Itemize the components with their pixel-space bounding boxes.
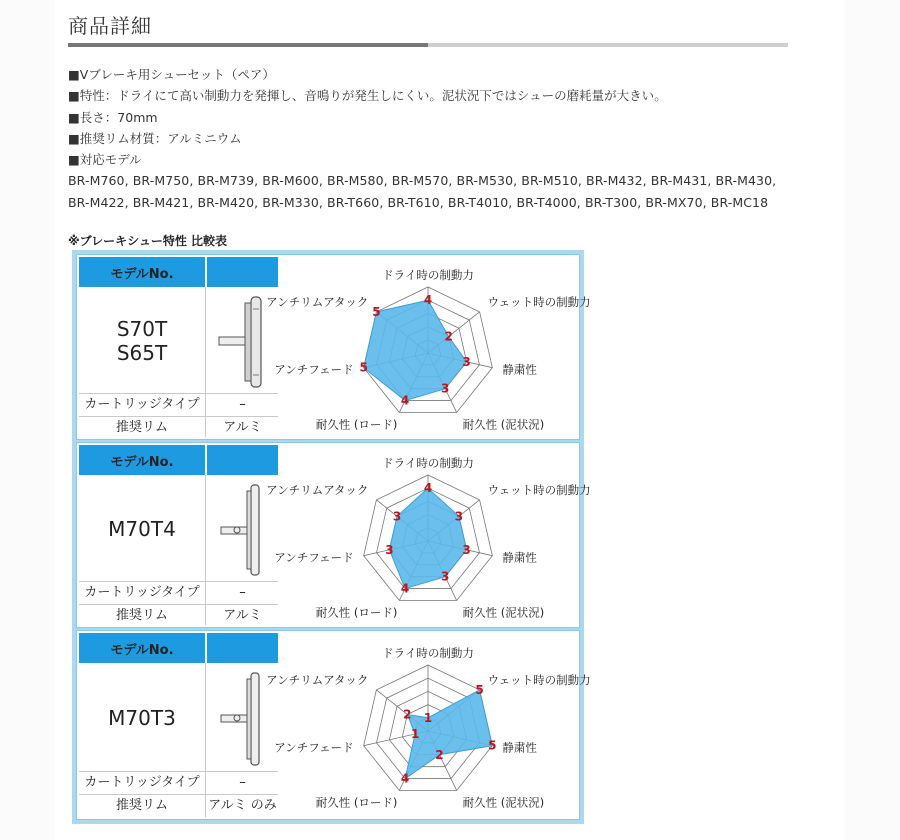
radar-value-label: 2 [435, 747, 444, 762]
product-block [76, 254, 591, 440]
radar-value-label: 3 [462, 354, 471, 369]
rim-value: アルミ [223, 420, 262, 435]
cartridge-label: カートリッジタイプ [84, 775, 200, 790]
radar-axis-label: 静粛性 [502, 740, 537, 755]
radar-value-label: 1 [410, 726, 420, 741]
spec-line: ■長さ：70mm [68, 109, 158, 125]
rim-value: アルミ [223, 608, 262, 623]
radar-chart [266, 443, 591, 627]
radar-value-label: 3 [454, 509, 464, 524]
radar-value-label: 4 [423, 293, 433, 308]
radar-axis-label: 静粛性 [502, 362, 537, 377]
radar-axis-label: アンチリムアタック [266, 672, 369, 687]
radar-axis-label: ドライ時の制動力 [382, 268, 474, 282]
cartridge-row [79, 772, 278, 794]
radar-axis-label: 耐久性 (泥状況) [462, 795, 545, 810]
comparison-table [72, 250, 591, 824]
radar-axis-label: ドライ時の制動力 [382, 456, 474, 470]
radar-value-label: 3 [462, 542, 471, 557]
rim-row [79, 605, 278, 627]
radar-value-label: 5 [475, 682, 484, 697]
radar-axis-label: アンチリムアタック [266, 294, 369, 309]
radar-axis-label: 耐久性 (ロード) [315, 795, 398, 810]
model-name-line: S65T [116, 341, 168, 365]
spec-line: ■特性：ドライにて高い制動力を発揮し、音鳴りが発生しにくい。泥状況下ではシューの磨耗量が大きい。 [68, 88, 667, 104]
radar-axis-label: 静粛性 [502, 550, 537, 565]
product-block [76, 630, 591, 820]
radar-svg [266, 631, 591, 819]
rim-row [79, 795, 278, 817]
title-divider-accent [68, 43, 428, 47]
cartridge-label: カートリッジタイプ [84, 585, 200, 600]
spec-line: ■Vブレーキ用シューセット（ペア） [68, 67, 275, 82]
radar-axis-label: 耐久性 (ロード) [315, 605, 398, 620]
radar-svg [266, 443, 591, 627]
radar-value-label: 5 [372, 304, 381, 319]
product-detail-page [55, 0, 845, 840]
cartridge-value: – [239, 775, 246, 790]
image-header [207, 257, 278, 287]
radar-value-label: 5 [488, 738, 497, 753]
radar-value-label: 3 [441, 381, 450, 396]
rim-label: 推奨リム [115, 608, 168, 623]
radar-axis-label: ウェット時の制動力 [487, 672, 591, 687]
model-name: M70T3 [108, 706, 176, 730]
rim-row [79, 417, 278, 439]
radar-axis-label: ウェット時の制動力 [487, 294, 591, 309]
radar-axis-label: アンチフェード [274, 740, 354, 755]
rim-value: アルミ のみ [208, 798, 277, 813]
model-name: M70T4 [108, 517, 176, 541]
comparison-caption: ※ブレーキシュー特性 比較表 [68, 234, 228, 248]
radar-value-label: 1 [423, 710, 433, 725]
radar-axis-label: アンチフェード [274, 550, 354, 565]
radar-svg [266, 255, 591, 439]
radar-value-label: 4 [400, 581, 410, 596]
spec-line: ■推奨リム材質：アルミニウム [68, 130, 242, 146]
model-name-line: S70T [116, 317, 168, 341]
image-header [207, 633, 278, 663]
model-name [79, 289, 205, 393]
radar-chart [266, 631, 591, 819]
radar-value-label: 3 [392, 509, 402, 524]
radar-value-label: 2 [403, 707, 412, 722]
radar-value-label: 2 [444, 329, 453, 344]
radar-axis-label: ドライ時の制動力 [382, 646, 474, 660]
radar-value-label: 3 [385, 542, 394, 557]
radar-axis-label: 耐久性 (泥状況) [462, 605, 545, 620]
radar-axis-label: アンチフェード [274, 362, 354, 377]
image-header [207, 445, 278, 475]
model-header: モデルNo. [79, 445, 205, 475]
cartridge-label: カートリッジタイプ [84, 397, 200, 412]
cartridge-value: – [239, 585, 246, 600]
cartridge-row [79, 394, 278, 416]
radar-value-label: 5 [359, 360, 368, 375]
radar-value-label: 4 [400, 393, 410, 408]
radar-series-area [389, 488, 466, 588]
spec-list [68, 64, 798, 213]
cartridge-value: – [239, 397, 246, 412]
spec-line: ■対応モデル [68, 152, 142, 168]
radar-axis-label: アンチリムアタック [266, 482, 369, 497]
model-header: モデルNo. [79, 633, 205, 663]
radar-value-label: 3 [441, 569, 450, 584]
title-divider [68, 43, 788, 47]
radar-chart [266, 255, 591, 439]
radar-axis-label: 耐久性 (ロード) [315, 417, 398, 432]
radar-value-label: 4 [423, 481, 433, 496]
radar-axis-label: ウェット時の制動力 [487, 482, 591, 497]
model-header: モデルNo. [79, 257, 205, 287]
rim-label: 推奨リム [115, 420, 168, 435]
compatible-models: BR-M760, BR-M750, BR-M739, BR-M600, BR-M580, BR-M570, BR-M530, BR-M510, BR-M432, BR-M431, BR-M430, BR-M422, BR-M421, BR-M420, BR-M330, BR-T660, BR-T610, BR-T4010, BR-T4000, BR-T300, BR-MX70, BR-MC18 [68, 173, 777, 210]
cartridge-row [79, 582, 278, 604]
radar-axis-label: 耐久性 (泥状況) [462, 417, 545, 432]
radar-value-label: 4 [400, 771, 410, 786]
rim-label: 推奨リム [115, 798, 168, 813]
product-block [76, 442, 591, 628]
page-title: 商品詳細 [68, 14, 152, 38]
